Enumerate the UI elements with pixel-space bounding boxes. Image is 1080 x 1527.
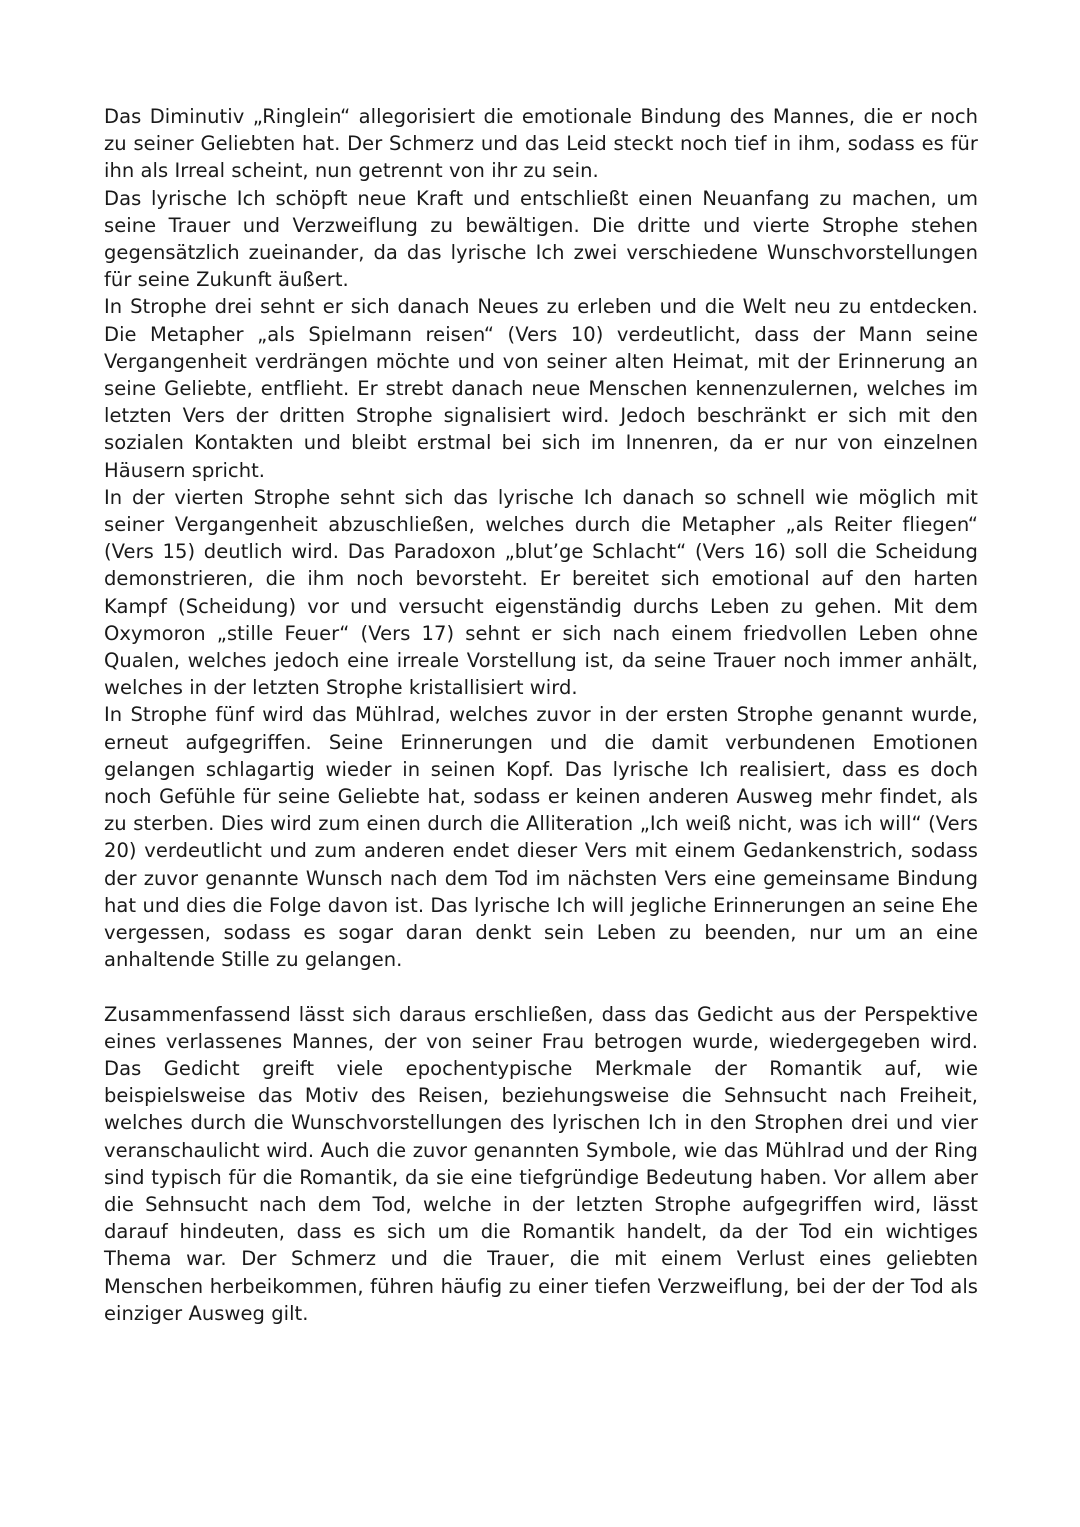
paragraph-diminutiv: Das Diminutiv „Ringlein“ allegorisiert die emotionale Bindung des Mannes, die er noch zu seiner Geliebten hat. Der Schmerz und das Leid steckt noch tief in ihm, sodass es für ihn als Irreal scheint, nun getrennt von ihr zu sein. <box>104 105 978 183</box>
paragraph-zusammenfassung: Zusammenfassend lässt sich daraus erschließen, dass das Gedicht aus der Perspektive eines verlassenes Mannes, der von seiner Frau betrogen wurde, wiedergegeben wird. Das Gedicht greift viele epochentypische Merkmale der Romantik auf, wie beispielsweise das Motiv des Reisen, beziehungsweise die Sehnsucht nach Freiheit, welches durch die Wunschvorstellungen des lyrischen Ich in den Strophen drei und vier veranschaulicht wird. Auch die zuvor genannten Symbole, wie das Mühlrad und der Ring sind typisch für die Romantik, da sie eine tiefgründige Bedeutung haben. Vor allem aber die Sehnsucht nach dem Tod, welche in der letzten Strophe aufgegriffen wird, lässt darauf hindeuten, dass es sich um die Romantik handelt, da der Tod ein wichtiges Thema war. Der Schmerz und die Trauer, die mit einem Verlust eines geliebten Menschen herbeikommen, führen häufig zu einer tiefen Verzweiflung, bei der der Tod als einziger Ausweg gilt. <box>104 1002 978 1325</box>
paragraph-neuanfang: Das lyrische Ich schöpft neue Kraft und entschließt einen Neuanfang zu machen, um seine Trauer und Verzweiflung zu bewältigen. Die dritte und vierte Strophe stehen gegensätzlich zueinander, da das lyrische Ich zwei verschiedene Wunschvorstellungen für seine Zukunft äußert. <box>104 186 978 292</box>
paragraph-strophe-fuenf: In Strophe fünf wird das Mühlrad, welches zuvor in der ersten Strophe genannt wurde, erneut aufgegriffen. Seine Erinnerungen und die damit verbundenen Emotionen gelangen schlagartig wieder in seinen Kopf. Das lyrische Ich realisiert, dass es doch noch Gefühle für seine Geliebte hat, sodass er keinen anderen Ausweg mehr findet, als zu sterben. Dies wird zum einen durch die Alliteration „Ich weiß nicht, was ich will“ (Vers 20) verdeutlicht und zum anderen endet dieser Vers mit einem Gedankenstrich, sodass der zuvor genannte Wunsch nach dem Tod im nächsten Vers eine gemeinsame Bindung hat und dies die Folge davon ist. Das lyrische Ich will jegliche Erinnerungen an seine Ehe vergessen, sodass es sogar daran denkt sein Leben zu beenden, nur um an eine anhaltende Stille zu gelangen. <box>104 703 978 972</box>
paragraph-strophe-drei: In Strophe drei sehnt er sich danach Neues zu erleben und die Welt neu zu entdecken. Die Metapher „als Spielmann reisen“ (Vers 10) verdeutlicht, dass der Mann seine Vergangenheit verdrängen möchte und von seiner alten Heimat, mit der Erinnerung an seine Geliebte, entflieht. Er strebt danach neue Menschen kennenzulernen, welches im letzten Vers der dritten Strophe signalisiert wird. Jedoch beschränkt er sich mit den sozialen Kontakten und bleibt erstmal bei sich im Innenren, da er nur von einzelnen Häusern spricht. <box>104 295 978 482</box>
paragraph-strophe-vier: In der vierten Strophe sehnt sich das lyrische Ich danach so schnell wie möglich mit seiner Vergangenheit abzuschließen, welches durch die Metapher „als Reiter fliegen“ (Vers 15) deutlich wird. Das Paradoxon „blut’ge Schlacht“ (Vers 16) soll die Scheidung demonstrieren, die ihm noch bevorsteht. Er bereitet sich emotional auf den harten Kampf (Scheidung) vor und versucht eigenständig durchs Leben zu gehen. Mit dem Oxymoron „stille Feuer“ (Vers 17) sehnt er sich nach einem friedvollen Leben ohne Qualen, welches jedoch eine irreale Vorstellung ist, da seine Trauer noch immer anhält, welches in der letzten Strophe kristallisiert wird. <box>104 485 978 700</box>
document-body <box>104 103 978 1327</box>
